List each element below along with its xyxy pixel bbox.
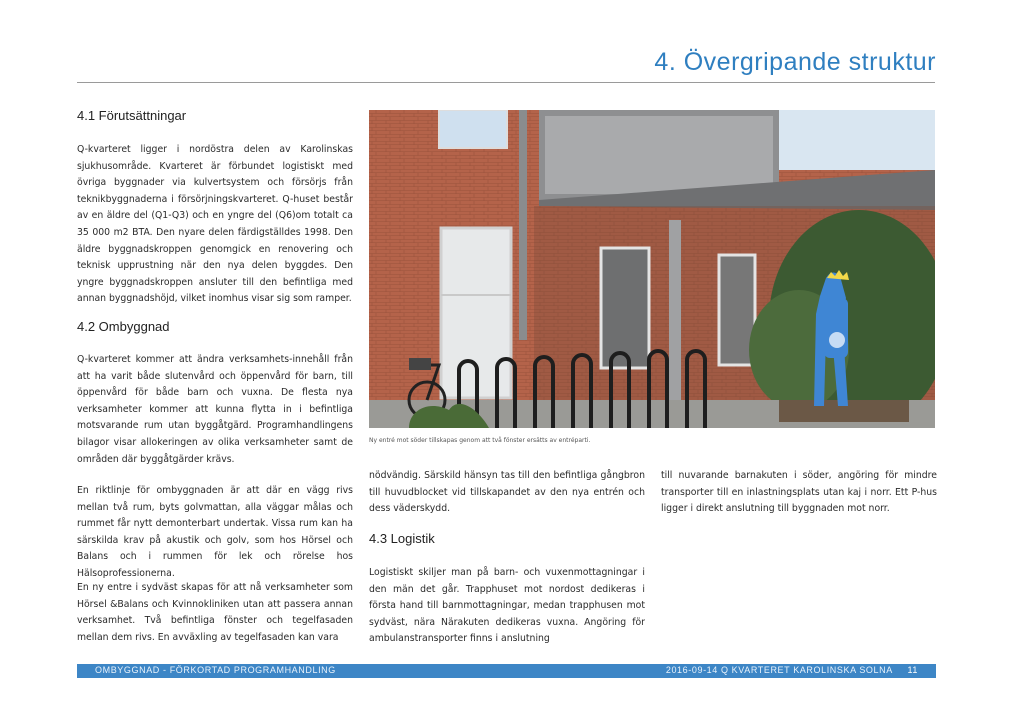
section-4-2-paragraph-2: En riktlinje för ombyggnaden är att där en vägg rivs mellan två rum, byts golvmattan, alla väggar målas och rummet får nytt demonterbart undertak. Vissa rum kan ha särskilda krav på akustik och golv, som hos Hörsel och Balans och i rummen för lek och rörelse hos Hälsoprofessionerna.	[77, 485, 353, 579]
section-4-2-paragraph-1: Q-kvarteret kommer att ändra verksamhets-innehåll från att ha varit både slutenvård och öppenvård för barn, till öppenvård för både barn och vuxna. De flesta nya verksamheter kommer att kunna flytta in i befintliga motsvarande rum utan byggåtgärd. Programhandlingens bilagor visar allokeringen av olika verksamheter samt de områden där byggåtgärder krävs.	[77, 354, 353, 465]
title-divider	[77, 82, 935, 83]
building-entrance-photo	[369, 110, 935, 428]
photo-caption: Ny entré mot söder tillskapas genom att två fönster ersätts av entréparti.	[369, 437, 591, 444]
section-heading-4-1: 4.1 Förutsättningar	[77, 108, 187, 123]
page-number: 11	[907, 665, 918, 675]
section-4-1-text: Q-kvarteret ligger i nordöstra delen av Karolinskas sjukhusområde. Kvarteret är förbundet logistiskt med övriga byggnader via kulvertsystem och försörjs från teknikbyggnaderna i försörjningskvarteret. Q-huset består av en äldre del (Q1-Q3) och en yngre del (Q6)om totalt ca 35 000 m2 BTA. Den nyare delen färdigställdes 1998. Den äldre byggnadskroppen genomgick en renovering och teknisk upprustning när den nya delen byggdes. Den yngre byggnadskroppen ansluter till den befintliga med annan byggnadshöjd, vilket inomhus visar sig som ramper.	[77, 144, 353, 305]
section-heading-4-2: 4.2 Ombyggnad	[77, 319, 170, 334]
footer-date-project: 2016-09-14 Q KVARTERET KAROLINSKA SOLNA	[665, 665, 893, 675]
footer-meta	[666, 665, 918, 675]
page-title: 4. Övergripande struktur	[654, 48, 936, 76]
section-4-2-paragraph-3: En ny entre i sydväst skapas för att nå verksamheter som Hörsel &Balans och Kvinnokliniken utan att passera annan verksamhet. Två befintliga fönster och tegelfasaden mellan dem rivs. En avväxling av tegelfasaden kan vara	[77, 582, 353, 643]
section-4-2-paragraph-4: nödvändig. Särskild hänsyn tas till den befintliga gångbron till huvudblocket vid tillskapandet av den nya entrén och dess väderskydd.	[369, 470, 645, 515]
section-heading-4-3: 4.3 Logistik	[369, 531, 435, 546]
footer-document-title: OMBYGGNAD - FÖRKORTAD PROGRAMHANDLING	[95, 665, 336, 675]
section-4-3-continued: till nuvarande barnakuten i söder, angöring för mindre transporter till en inlastningsplats utan kaj i norr. Ett P-hus ligger i direkt anslutning till byggnaden mot norr.	[661, 470, 937, 515]
footer-bar	[77, 664, 936, 678]
section-4-3-text: Logistiskt skiljer man på barn- och vuxenmottagningar i den män det går. Trapphuset mot nordost dedikeras i första hand till barnmottagningar, medan trapphusen mot sydväst, nära Närakuten dedikeras vuxna. Angöring för ambulanstransporter finns i anslutning	[369, 567, 645, 645]
